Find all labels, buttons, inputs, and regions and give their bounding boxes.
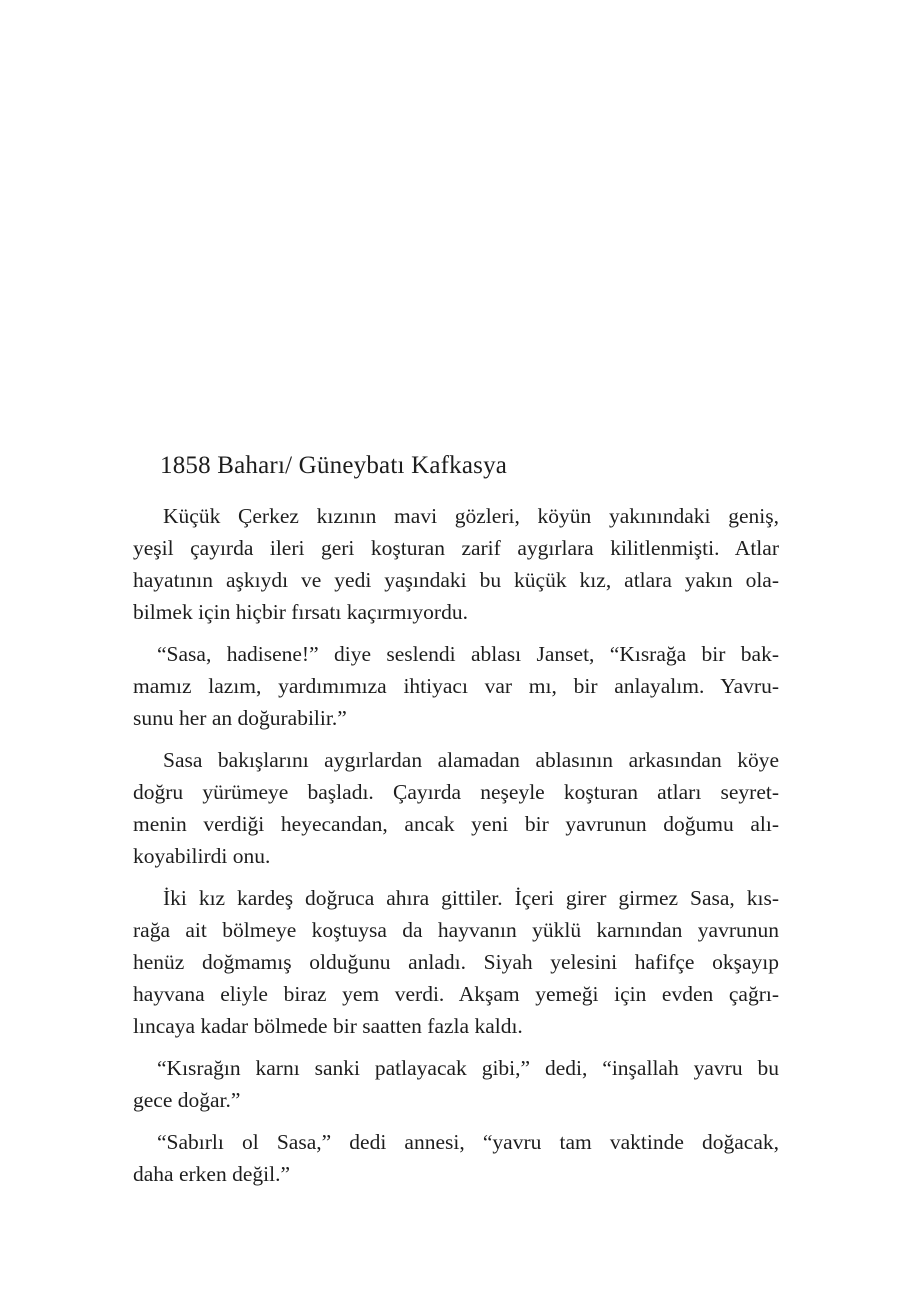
paragraph bbox=[133, 744, 779, 872]
paragraph bbox=[133, 882, 779, 1042]
text-line: sunu her an doğurabilir.” bbox=[133, 706, 347, 730]
text-line: yeşil çayırda ileri geri koşturan zarif aygırlara kilitlenmişti. Atlar bbox=[133, 536, 779, 560]
text-line: Sasa bakışlarını aygırlardan alamadan ablasının arkasından köye bbox=[163, 748, 779, 772]
paragraph bbox=[133, 638, 779, 734]
text-line: menin verdiği heyecandan, ancak yeni bir yavrunun doğumu alı- bbox=[133, 812, 779, 836]
paragraph bbox=[133, 500, 779, 628]
text-line: henüz doğmamış olduğunu anladı. Siyah yelesini hafifçe okşayıp bbox=[133, 950, 779, 974]
text-line: Küçük Çerkez kızının mavi gözleri, köyün yakınındaki geniş, bbox=[163, 504, 779, 528]
text-line: daha erken değil.” bbox=[133, 1162, 290, 1186]
text-line: hayvana eliyle biraz yem verdi. Akşam yemeği için evden çağrı- bbox=[133, 982, 779, 1006]
text-line: “Sabırlı ol Sasa,” dedi annesi, “yavru tam vaktinde doğacak, bbox=[157, 1130, 779, 1154]
body-text bbox=[133, 500, 779, 1200]
text-line: doğru yürümeye başladı. Çayırda neşeyle koşturan atları seyret- bbox=[133, 780, 779, 804]
text-line: “Sasa, hadisene!” diye seslendi ablası Janset, “Kısrağa bir bak- bbox=[157, 642, 779, 666]
text-line: mamız lazım, yardımımıza ihtiyacı var mı, bir anlayalım. Yavru- bbox=[133, 674, 779, 698]
text-line: rağa ait bölmeye koştuysa da hayvanın yüklü karnından yavrunun bbox=[133, 918, 779, 942]
text-line: lıncaya kadar bölmede bir saatten fazla kaldı. bbox=[133, 1014, 523, 1038]
paragraph bbox=[133, 1052, 779, 1116]
text-line: İki kız kardeş doğruca ahıra gittiler. İçeri girer girmez Sasa, kıs- bbox=[163, 886, 779, 910]
text-line: hayatının aşkıydı ve yedi yaşındaki bu küçük kız, atlara yakın ola- bbox=[133, 568, 779, 592]
text-line: koyabilirdi onu. bbox=[133, 844, 271, 868]
chapter-heading: 1858 Baharı/ Güneybatı Kafkasya bbox=[160, 452, 508, 479]
text-line: bilmek için hiçbir fırsatı kaçırmıyordu. bbox=[133, 600, 468, 624]
paragraph bbox=[133, 1126, 779, 1190]
text-line: “Kısrağın karnı sanki patlayacak gibi,” dedi, “inşallah yavru bu bbox=[157, 1056, 779, 1080]
text-line: gece doğar.” bbox=[133, 1088, 241, 1112]
